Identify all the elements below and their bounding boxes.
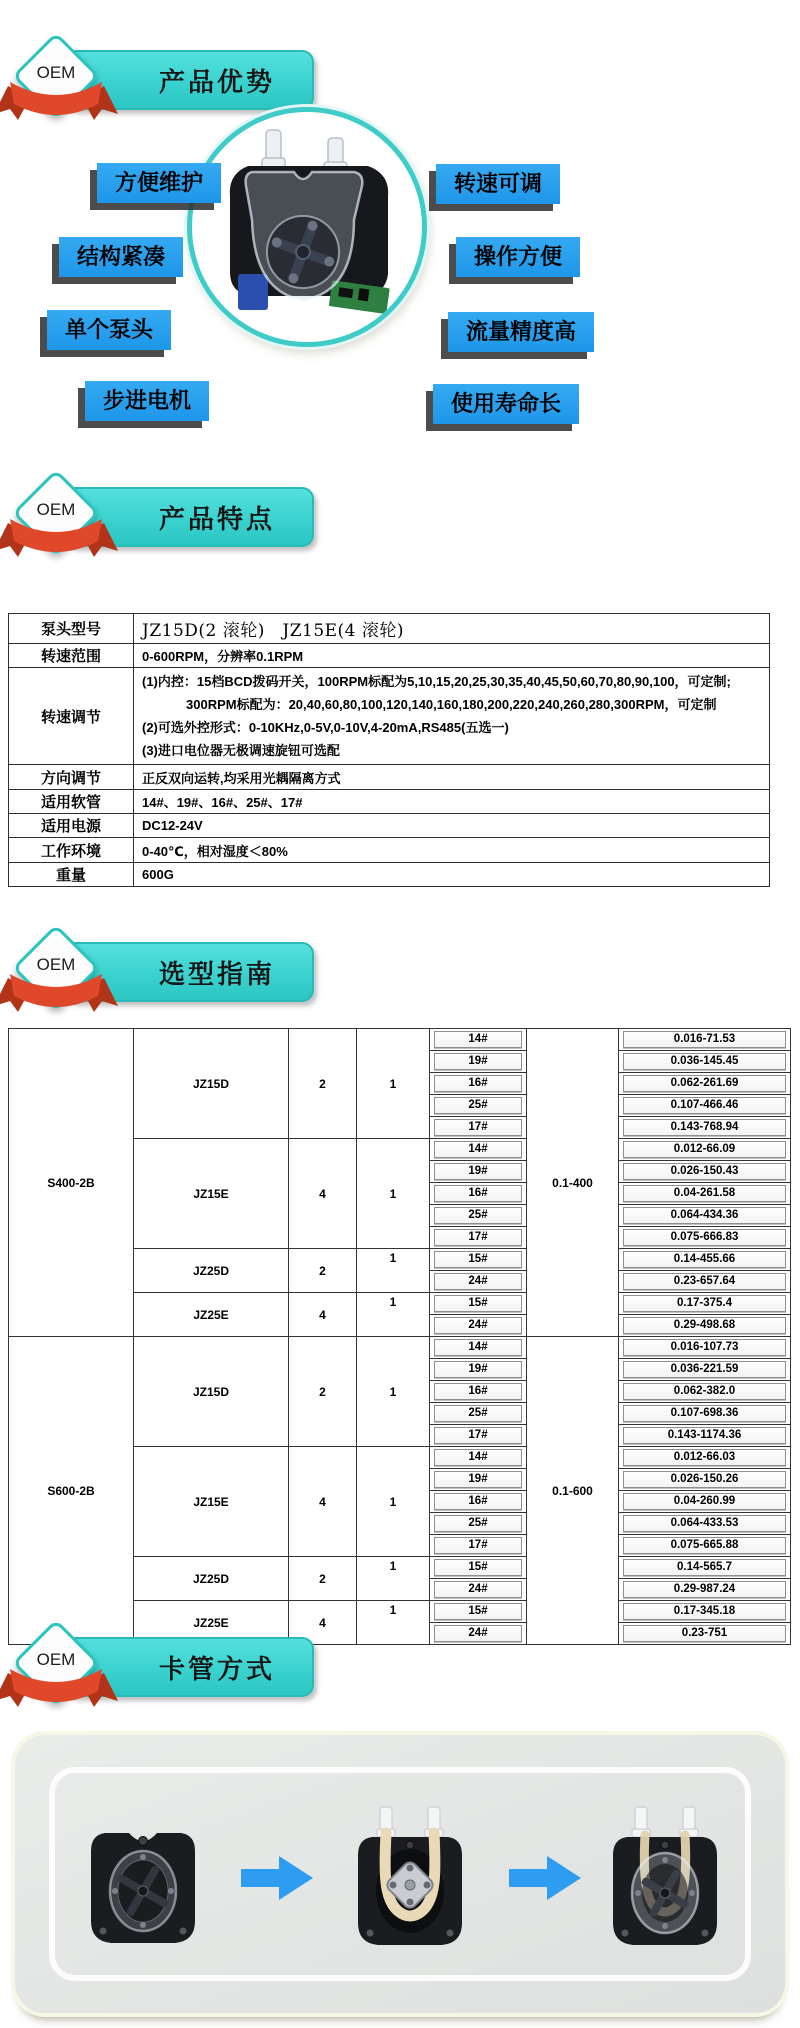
tube-size: 25# (434, 1405, 522, 1422)
rollers-cell: 4 (289, 1601, 357, 1645)
spec-value-line: (1)内控：15档BCD拨码开关，100RPM标配为5,10,15,20,25,30,35,40,45,50,60,70,80,90,100，可定制; (142, 674, 731, 689)
tube-cell (430, 1315, 527, 1337)
tube-cell (430, 1447, 527, 1469)
tube-cell (430, 1029, 527, 1051)
oem-badge (12, 469, 100, 557)
tube-size: 16# (434, 1075, 522, 1092)
rollers-cell: 4 (289, 1447, 357, 1557)
speed-cell: 0.1-600 (527, 1337, 619, 1645)
tube-cell (430, 1095, 527, 1117)
rollers-cell: 4 (289, 1139, 357, 1249)
tube-size: 14# (434, 1141, 522, 1158)
rollers-cell: 2 (289, 1029, 357, 1139)
flow-range: 0.036-145.45 (623, 1053, 786, 1070)
feature-label-right-3: 使用寿命长 (433, 384, 579, 424)
spec-label: 适用电源 (9, 814, 134, 838)
flow-cell (619, 1095, 791, 1117)
feature-label-left-3: 步进电机 (85, 381, 209, 421)
spec-row (9, 790, 770, 814)
spec-label: 工作环境 (9, 838, 134, 863)
spec-value: 0-40℃，相对湿度＜80% (134, 838, 770, 863)
flow-range: 0.14-455.66 (623, 1251, 786, 1268)
spec-row (9, 838, 770, 863)
tube-cell (430, 1117, 527, 1139)
spec-value: 14#、19#、16#、25#、17# (134, 790, 770, 814)
flow-range: 0.026-150.43 (623, 1163, 786, 1180)
channels-cell: 1 (357, 1139, 430, 1249)
tube-size: 19# (434, 1471, 522, 1488)
section-header-clamping (0, 1619, 800, 1744)
selection-table (8, 1028, 791, 1645)
spec-row (9, 814, 770, 838)
flow-cell (619, 1271, 791, 1293)
flow-cell (619, 1579, 791, 1601)
tube-size: 15# (434, 1559, 522, 1576)
flow-range: 0.17-345.18 (623, 1603, 786, 1620)
tube-size: 19# (434, 1361, 522, 1378)
tube-cell (430, 1535, 527, 1557)
product-photo-circle (187, 107, 427, 347)
flow-range: 0.064-434.36 (623, 1207, 786, 1224)
ribbon-icon (0, 515, 118, 563)
tube-size: 24# (434, 1317, 522, 1334)
spec-label: 方向调节 (9, 765, 134, 790)
pump-head-cell: JZ15D (134, 1029, 289, 1139)
tube-cell (430, 1293, 527, 1315)
channels-cell: 1 (357, 1293, 430, 1337)
ribbon-icon (0, 970, 118, 1018)
feature-label-left-0: 方便维护 (97, 163, 221, 203)
flow-cell (619, 1051, 791, 1073)
flow-range: 0.23-657.64 (623, 1273, 786, 1290)
flow-range: 0.016-71.53 (623, 1031, 786, 1048)
tube-size: 14# (434, 1031, 522, 1048)
spec-row (9, 644, 770, 668)
section-title: 产品特点 (158, 503, 275, 534)
flow-cell (619, 1205, 791, 1227)
flow-cell (619, 1425, 791, 1447)
flow-cell (619, 1183, 791, 1205)
spec-row (9, 614, 770, 644)
flow-cell (619, 1491, 791, 1513)
tube-size: 16# (434, 1383, 522, 1400)
channels-cell: 1 (357, 1447, 430, 1557)
spec-value: 600G (134, 863, 770, 887)
flow-range: 0.107-698.36 (623, 1405, 786, 1422)
flow-range: 0.036-221.59 (623, 1361, 786, 1378)
flow-cell (619, 1227, 791, 1249)
pump-photo-step3 (605, 1803, 725, 1953)
pump-photo-step1 (83, 1803, 203, 1953)
flow-range: 0.23-751 (623, 1625, 786, 1642)
tube-cell (430, 1557, 527, 1579)
tube-cell (430, 1051, 527, 1073)
spec-row (9, 668, 770, 765)
flow-range: 0.062-382.0 (623, 1383, 786, 1400)
pump-head-cell: JZ15E (134, 1139, 289, 1249)
spec-value-line: (3)进口电位器无极调速旋钮可选配 (142, 743, 340, 758)
spec-label: 适用软管 (9, 790, 134, 814)
tube-cell (430, 1381, 527, 1403)
pump-head-cell: JZ15E (134, 1447, 289, 1557)
tube-cell (430, 1249, 527, 1271)
tube-size: 15# (434, 1251, 522, 1268)
pump-head-cell: JZ25E (134, 1601, 289, 1645)
feature-label-right-2: 流量精度高 (448, 312, 594, 352)
channels-cell: 1 (357, 1601, 430, 1645)
spec-value: DC12-24V (134, 814, 770, 838)
tube-size: 24# (434, 1273, 522, 1290)
spec-value: 0-600RPM，分辨率0.1RPM (134, 644, 770, 668)
speed-cell: 0.1-400 (527, 1029, 619, 1337)
tube-size: 17# (434, 1537, 522, 1554)
spec-label: 泵头型号 (9, 614, 134, 644)
flow-range: 0.04-261.58 (623, 1185, 786, 1202)
flow-cell (619, 1359, 791, 1381)
flow-range: 0.29-987.24 (623, 1581, 786, 1598)
tube-cell (430, 1183, 527, 1205)
flow-cell (619, 1469, 791, 1491)
pump-photo-hero (216, 124, 398, 330)
spec-value: JZ15D(2 滚轮) JZ15E(4 滚轮) (134, 614, 770, 644)
pump-head-cell: JZ25E (134, 1293, 289, 1337)
flow-range: 0.012-66.03 (623, 1449, 786, 1466)
pump-head-cell: JZ15D (134, 1337, 289, 1447)
oem-badge-label: OEM (36, 1650, 76, 1669)
tube-cell (430, 1227, 527, 1249)
spec-value (134, 668, 770, 765)
tube-size: 25# (434, 1097, 522, 1114)
flow-range: 0.17-375.4 (623, 1295, 786, 1312)
flow-cell (619, 1293, 791, 1315)
flow-range: 0.064-433.53 (623, 1515, 786, 1532)
rollers-cell: 2 (289, 1337, 357, 1447)
tube-size: 14# (434, 1339, 522, 1356)
channels-cell: 1 (357, 1557, 430, 1601)
feature-label-right-1: 操作方便 (456, 237, 580, 277)
spec-row (9, 765, 770, 790)
channels-cell: 1 (357, 1337, 430, 1447)
tube-size: 14# (434, 1449, 522, 1466)
tube-cell (430, 1359, 527, 1381)
tube-cell (430, 1425, 527, 1447)
tube-size: 17# (434, 1427, 522, 1444)
flow-range: 0.075-666.83 (623, 1229, 786, 1246)
flow-range: 0.012-66.09 (623, 1141, 786, 1158)
tube-cell (430, 1469, 527, 1491)
flow-cell (619, 1139, 791, 1161)
flow-range: 0.062-261.69 (623, 1075, 786, 1092)
flow-cell (619, 1161, 791, 1183)
flow-range: 0.026-150.26 (623, 1471, 786, 1488)
tube-cell (430, 1491, 527, 1513)
channels-cell: 1 (357, 1029, 430, 1139)
arrow-right-icon (509, 1854, 581, 1902)
model-cell: S600-2B (9, 1337, 134, 1645)
spec-label: 重量 (9, 863, 134, 887)
oem-badge-label: OEM (36, 500, 76, 519)
tube-size: 24# (434, 1581, 522, 1598)
tube-size: 25# (434, 1515, 522, 1532)
flow-cell (619, 1447, 791, 1469)
flow-cell (619, 1117, 791, 1139)
tube-cell (430, 1271, 527, 1293)
section-title: 选型指南 (158, 958, 275, 989)
flow-cell (619, 1315, 791, 1337)
spec-value-line: (2)可选外控形式：0-10KHz,0-5V,0-10V,4-20mA,RS485(五选一) (142, 720, 509, 735)
spec-value-line: 300RPM标配为：20,40,60,80,100,120,140,160,180,200,220,240,260,280,300RPM，可定制 (186, 697, 717, 712)
flow-cell (619, 1337, 791, 1359)
model-cell: S400-2B (9, 1029, 134, 1337)
rollers-cell: 2 (289, 1557, 357, 1601)
tube-size: 16# (434, 1185, 522, 1202)
section-title: 产品优势 (158, 66, 275, 97)
section-header-features (0, 469, 800, 594)
tube-cell (430, 1139, 527, 1161)
pump-photo-step2 (350, 1803, 470, 1953)
flow-range: 0.29-498.68 (623, 1317, 786, 1334)
pump-head-cell: JZ25D (134, 1557, 289, 1601)
oem-badge-label: OEM (36, 955, 76, 974)
tube-cell (430, 1579, 527, 1601)
tube-size: 19# (434, 1163, 522, 1180)
flow-cell (619, 1535, 791, 1557)
oem-badge (12, 32, 100, 120)
clamping-panel (15, 1735, 785, 2013)
arrow-right-icon (241, 1854, 313, 1902)
feature-label-left-1: 结构紧凑 (59, 237, 183, 277)
tube-cell (430, 1513, 527, 1535)
channels-cell: 1 (357, 1249, 430, 1293)
rollers-cell: 2 (289, 1249, 357, 1293)
flow-cell (619, 1029, 791, 1051)
section-title: 卡管方式 (158, 1653, 275, 1684)
tube-size: 17# (434, 1119, 522, 1136)
table-row (9, 1029, 791, 1051)
tube-cell (430, 1073, 527, 1095)
flow-cell (619, 1249, 791, 1271)
section-header-advantages (0, 32, 800, 157)
flow-cell (619, 1557, 791, 1579)
spec-value: 正反双向运转,均采用光耦隔离方式 (134, 765, 770, 790)
flow-range: 0.14-565.7 (623, 1559, 786, 1576)
tube-size: 24# (434, 1625, 522, 1642)
flow-cell (619, 1381, 791, 1403)
ribbon-icon (0, 1665, 118, 1713)
flow-range: 0.143-1174.36 (623, 1427, 786, 1444)
flow-range: 0.075-665.88 (623, 1537, 786, 1554)
spec-table (8, 613, 770, 887)
tube-size: 15# (434, 1603, 522, 1620)
tube-size: 17# (434, 1229, 522, 1246)
oem-badge (12, 1619, 100, 1707)
tube-size: 15# (434, 1295, 522, 1312)
tube-cell (430, 1403, 527, 1425)
spec-label: 转速范围 (9, 644, 134, 668)
spec-row (9, 863, 770, 887)
table-row (9, 1337, 791, 1359)
pump-head-cell: JZ25D (134, 1249, 289, 1293)
flow-range: 0.04-260.99 (623, 1493, 786, 1510)
tube-size: 25# (434, 1207, 522, 1224)
flow-cell (619, 1403, 791, 1425)
flow-cell (619, 1513, 791, 1535)
flow-range: 0.016-107.73 (623, 1339, 786, 1356)
flow-cell (619, 1073, 791, 1095)
feature-label-left-2: 单个泵头 (47, 310, 171, 350)
ribbon-icon (0, 78, 118, 126)
tube-cell (430, 1205, 527, 1227)
flow-range: 0.107-466.46 (623, 1097, 786, 1114)
spec-label: 转速调节 (9, 668, 134, 765)
oem-badge-label: OEM (36, 63, 76, 82)
tube-cell (430, 1337, 527, 1359)
tube-size: 19# (434, 1053, 522, 1070)
oem-badge (12, 924, 100, 1012)
tube-size: 16# (434, 1493, 522, 1510)
feature-label-right-0: 转速可调 (436, 164, 560, 204)
rollers-cell: 4 (289, 1293, 357, 1337)
tube-cell (430, 1161, 527, 1183)
flow-range: 0.143-768.94 (623, 1119, 786, 1136)
